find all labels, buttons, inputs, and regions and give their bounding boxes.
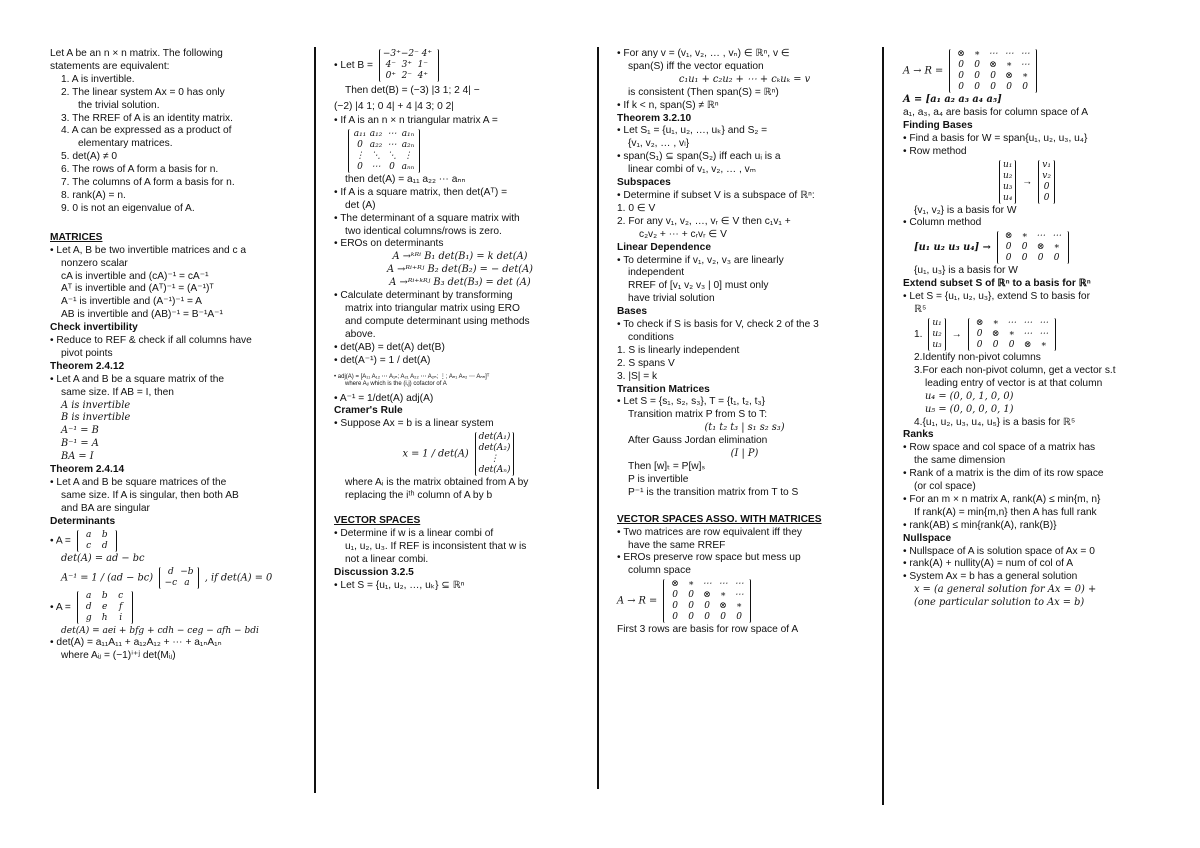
text-line: not a linear combi. <box>345 553 429 565</box>
text-line: • If A is an n × n triangular matrix A = <box>334 115 498 126</box>
text-line: • The determinant of a square matrix with <box>334 212 520 224</box>
text-line: • Suppose Ax = b is a linear system <box>334 418 494 430</box>
text-line: • If A is a square matrix, then det(Aᵀ) = <box>334 186 508 198</box>
text-line: • To check if S is basis for V, check 2 of the 3 <box>617 319 819 331</box>
text-line: P⁻¹ is the transition matrix from T to S <box>628 486 799 498</box>
text-line: P is invertible <box>628 473 689 485</box>
math-line: u₄ = (0, 0, 1, 0, 0) <box>925 390 1014 402</box>
math-line: A →ᴿⁱ⁺ᴿʲ B₂ det(B₂) = − det(A) <box>386 264 534 276</box>
text-line: linear combi of v₁, v₂, … , vₘ <box>628 164 757 176</box>
rref-matrix: ⊗ ∗ ⋯ ⋯ ⋯ 0 0 ⊗ ∗ ⋯ 0 0 0 ⊗ ∗ 0 0 0 0 0 <box>949 49 1037 93</box>
math-line: AB is invertible and (AB)⁻¹ = B⁻¹A⁻¹ <box>61 309 223 321</box>
math-line: BA = I <box>61 451 94 463</box>
list-item: 1. A is invertible. <box>61 73 135 85</box>
subheading: Theorem 3.2.10 <box>617 112 692 124</box>
column-2 <box>334 48 586 592</box>
column-method-diagram <box>903 230 1151 265</box>
text-line: Transition matrix P from S to T: <box>628 409 768 421</box>
text-line: • rank(AB) ≤ min{rank(A), rank(B)} <box>903 519 1057 531</box>
column-4 <box>903 48 1151 610</box>
column-divider <box>597 47 599 789</box>
math-line: (one particular solution to Ax = b) <box>914 597 1085 609</box>
math-line: (t₁ t₂ t₃ | s₁ s₂ s₃) <box>704 422 785 434</box>
subheading: Check invertibility <box>50 322 138 334</box>
math-line: Aᵀ is invertible and (Aᵀ)⁻¹ = (A⁻¹)ᵀ <box>61 283 214 295</box>
text-line: a₁, a₃, a₄ are basis for column space of A <box>903 106 1089 118</box>
section-heading: VECTOR SPACES ASSO. WITH MATRICES <box>617 513 822 525</box>
math-line: where Aᵢⱼ = (−1)ⁱ⁺ʲ det(Mᵢⱼ) <box>61 650 176 662</box>
fraction: 1 / det(A) <box>422 448 469 460</box>
column-divider <box>882 47 884 805</box>
list-item: 7. The columns of A form a basis for n. <box>61 177 235 189</box>
math-line: cA is invertible and (cA)⁻¹ = cA⁻¹ <box>61 270 209 282</box>
matrix-3x3-line <box>50 590 306 625</box>
rref-matrix: ⊗ ∗ ⋯ ⋯ ⋯ 0 ⊗ ∗ ⋯ ⋯ 0 0 0 ⊗ ∗ <box>968 318 1056 351</box>
section-heading: VECTOR SPACES <box>334 515 421 527</box>
vector-column: u₁ u₂ u₃ u₄ <box>999 160 1016 204</box>
text-line: • Column method <box>903 217 982 229</box>
list-item: 2. The linear system Ax = 0 has only <box>61 86 225 98</box>
row-method-diagram <box>903 159 1151 205</box>
list-item: 9. 0 is not an eigenvalue of A. <box>61 202 195 214</box>
rref-matrix: ⊗ ∗ ⋯ ⋯ ⋯ 0 0 ⊗ ∗ ⋯ 0 0 0 ⊗ ∗ 0 0 0 0 0 <box>663 579 751 623</box>
subheading: Finding Bases <box>903 119 973 131</box>
adjugate-line: • adj(A) = [A₁₁ A₁₂ ⋯ A₁ₙ; A₂₁ A₂₂ ⋯ A₂ₙ; ⋮; Aₙ₁ Aₙ₂ ⋯ Aₙₙ]ᵀ <box>334 373 490 380</box>
step-number: 1. <box>914 329 923 341</box>
text-line: {u₁, u₃} is a basis for W <box>914 265 1018 277</box>
text-line: Then [w]ₜ = P[w]ₛ <box>628 461 706 472</box>
text-line: same size. If A is singular, then both AB <box>61 489 239 501</box>
text-line: • Let A and B be a square matrix of the <box>50 373 225 385</box>
text-line: and compute determinant using methods <box>345 315 530 327</box>
fraction: 1 / (ad − bc) <box>91 572 154 584</box>
text-line: • System Ax = b has a general solution <box>903 571 1078 583</box>
text-line: • span(S₁) ⊆ span(S₂) iff each uᵢ is a <box>617 151 781 163</box>
cramer-formula <box>334 431 586 477</box>
text-line: nonzero scalar <box>61 257 128 269</box>
subheading: Transition Matrices <box>617 383 710 395</box>
math-line: • Let S = {u₁, u₂, …, uₖ} ⊆ ℝⁿ <box>334 579 465 591</box>
text-line: ℝ⁵ <box>914 304 927 316</box>
list-item: 2. For any v₁, v₂, …, vᵣ ∈ V then c₁v₁ + <box>617 215 791 227</box>
text-line: (or col space) <box>914 481 976 493</box>
arrow-icon: → <box>1022 176 1033 188</box>
subheading: Discussion 3.2.5 <box>334 566 414 578</box>
list-item: the trivial solution. <box>78 99 160 111</box>
vector-column: u₁ u₂ u₃ <box>928 318 945 351</box>
determinant-vector: det(A₁) det(A₂) ⋮ det(Aₙ) <box>475 432 515 476</box>
math-line: det(A) = ad − bc <box>61 552 145 564</box>
math-text: , if det(A) = 0 <box>204 572 273 584</box>
vector-column: v₁ v₂ 0 0 <box>1038 160 1055 204</box>
inverse-2x2-line <box>50 566 306 590</box>
text-line: Let A be an n × n matrix. The following <box>50 48 223 59</box>
arrow-icon: → <box>951 329 962 341</box>
subheading: Theorem 2.4.14 <box>50 464 125 476</box>
subheading: Ranks <box>903 429 934 441</box>
matrix-2x2-line <box>50 529 306 553</box>
math-line: B is invertible <box>61 412 131 424</box>
text-line: is consistent (Then span(S) = ℝⁿ) <box>628 86 779 98</box>
text-line: conditions <box>628 331 674 343</box>
text-line: matrix into triangular matrix using ERO <box>345 302 520 314</box>
text-line: det (A) <box>345 199 376 211</box>
list-item: 2. S spans V <box>617 357 675 369</box>
list-item: 3. The RREF of A is an identity matrix. <box>61 112 233 124</box>
math-line: B⁻¹ = A <box>61 438 99 450</box>
column-divider <box>314 47 316 793</box>
triangular-matrix-line <box>334 128 586 174</box>
column-3 <box>617 48 872 637</box>
text-line: • For an m × n matrix A, rank(A) ≤ min{m, n} <box>903 493 1101 505</box>
math-line: • det(A⁻¹) = 1 / det(A) <box>334 354 431 366</box>
text-line: u₁, u₂, u₃. If REF is inconsistent that w is <box>345 540 527 552</box>
math-line: Then det(B) = (−3) |3 1; 2 4| − <box>345 85 480 96</box>
list-item: 8. rank(A) = n. <box>61 189 126 201</box>
subheading: Determinants <box>50 515 116 527</box>
math-line: A⁻¹ is invertible and (A⁻¹)⁻¹ = A <box>61 296 202 308</box>
extend-diagram <box>903 317 1151 352</box>
subheading: Extend subset S of ℝⁿ to a basis for ℝⁿ <box>903 278 1091 290</box>
matrix-2x2: d −b −c a <box>159 567 199 589</box>
text-line: • Two matrices are row equivalent iff they <box>617 526 802 538</box>
adjugate-note: where Aᵢⱼ which is the (i,j) cofactor of A <box>345 380 447 387</box>
math-text: A → R = <box>903 65 944 77</box>
text-line: • Let A, B be two invertible matrices and c a <box>50 244 247 256</box>
rref-line <box>903 48 1151 94</box>
text-line: After Gauss Jordan elimination <box>628 435 768 447</box>
math-text: x = <box>402 448 420 460</box>
text-line: • Let S₁ = {u₁, u₂, …, uₖ} and S₂ = <box>617 125 768 137</box>
math-line: (I | P) <box>730 448 759 460</box>
subheading: Subspaces <box>617 177 671 189</box>
math-line: c₁u₁ + c₂u₂ + ⋯ + cₖuₖ = v <box>678 73 811 85</box>
text-line: independent <box>628 267 685 279</box>
list-item: 3. |S| = k <box>617 370 658 382</box>
math-line: • det(A) = a₁₁A₁₁ + a₁₂A₁₂ + ⋯ + a₁ₙA₁ₙ <box>50 637 222 649</box>
math-line: x = (a general solution for Ax = 0) + <box>914 584 1097 596</box>
text-line: • To determine if v₁, v₂, v₃ are linearly <box>617 254 784 266</box>
list-item: 4. A can be expressed as a product of <box>61 125 232 137</box>
text-line: • Find a basis for W = span{u₁, u₂, u₃, u₄} <box>903 132 1088 144</box>
math-line: then det(A) = a₁₁ a₂₂ ⋯ aₙₙ <box>345 173 466 185</box>
column-1 <box>50 48 306 663</box>
text-line: • Nullspace of A is solution space of Ax = 0 <box>903 545 1095 557</box>
text-line: • Rank of a matrix is the dim of its row space <box>903 468 1104 480</box>
matrix-B: −3⁺−2⁻ 4⁺ 4⁻ 3⁺ 1⁻ 0⁺ 2⁻ 4⁺ <box>379 49 439 82</box>
math-line: u₅ = (0, 0, 0, 0, 1) <box>925 403 1014 415</box>
text-line: • Calculate determinant by transforming <box>334 290 513 302</box>
text-line: If rank(A) = min{m,n} then A has full rank <box>914 506 1097 518</box>
text-line: • EROs preserve row space but mess up <box>617 552 801 564</box>
list-item: elementary matrices. <box>78 138 173 150</box>
text-line: • Determine if subset V is a subspace of ℝⁿ: <box>617 189 815 201</box>
math-line: A →ᴿⁱ⁺ᵏᴿʲ B₃ det(B₃) = det (A) <box>389 277 531 289</box>
math-text: A → R = <box>617 595 658 607</box>
text-line: same size. If AB = I, then <box>61 386 174 398</box>
matrix-label: • A = <box>50 535 71 547</box>
text-line: leading entry of vector is at that column <box>925 377 1103 389</box>
list-item: 6. The rows of A form a basis for n. <box>61 164 219 176</box>
triangular-matrix: a₁₁ a₁₂ ⋯ a₁ₙ 0 a₂₂ ⋯ a₂ₙ ⋮ ⋱ ⋱ ⋮ 0 ⋯ 0 aₙₙ <box>348 129 420 173</box>
list-item: 4.{u₁, u₂, u₃, u₄, u₅} is a basis for ℝ⁵ <box>914 416 1076 428</box>
text-line: • EROs on determinants <box>334 238 444 250</box>
matrix-B-line <box>334 48 586 83</box>
text-line: pivot points <box>61 347 113 359</box>
rref-matrix: ⊗ ∗ ⋯ ⋯ 0 0 ⊗ ∗ 0 0 0 0 <box>997 231 1069 264</box>
math-line: • A⁻¹ = 1/det(A) adj(A) <box>334 392 434 404</box>
math-line: det(A) = aei + bfg + cdh − ceg − afh − bdi <box>61 625 259 636</box>
text-line: • Let A and B be square matrices of the <box>50 477 227 488</box>
math-line: A⁻¹ = B <box>61 425 99 437</box>
math-line: A →ᵏᴿⁱ B₁ det(B₁) = k det(A) <box>392 251 528 263</box>
matrix-label: • A = <box>50 601 71 613</box>
text-line: • If k < n, span(S) ≠ ℝⁿ <box>617 99 719 111</box>
text-line: two identical columns/rows is zero. <box>345 225 502 237</box>
text-line: have trivial solution <box>628 293 715 305</box>
list-item: 3.For each non-pivot column, get a vector s.t <box>914 364 1116 376</box>
list-item: c₂v₂ + ⋯ + cᵣvᵣ ∈ V <box>639 228 727 240</box>
section-heading: MATRICES <box>50 231 103 243</box>
list-item: 1. S is linearly independent <box>617 344 740 356</box>
subheading: Theorem 2.4.12 <box>50 360 125 372</box>
subheading: Linear Dependence <box>617 241 711 253</box>
text-line: • For any v = (v₁, v₂, … , vₙ) ∈ ℝⁿ, v ∈ <box>617 48 790 59</box>
text-line: and BA are singular <box>61 502 150 514</box>
text-line: • Row space and col space of a matrix has <box>903 442 1096 454</box>
subheading: Cramer's Rule <box>334 405 403 417</box>
text-line: have the same RREF <box>628 539 726 551</box>
text-line: statements are equivalent: <box>50 60 170 72</box>
matrix-label: • Let B = <box>334 60 373 72</box>
math-line: A = [a₁ a₂ a₃ a₄ a₅] <box>903 94 1002 105</box>
text-line: • Let S = {s₁, s₂, s₃}, T = {t₁, t₂, t₃} <box>617 396 766 408</box>
list-item: 2.Identify non-pivot columns <box>914 351 1041 363</box>
math-line: (−2) |4 1; 0 4| + 4 |4 3; 0 2| <box>334 101 454 112</box>
list-item: 5. det(A) ≠ 0 <box>61 151 117 163</box>
text-line: • rank(A) + nullity(A) = num of col of A <box>903 558 1074 570</box>
list-item: 1. 0 ∈ V <box>617 202 656 214</box>
text-line: the same dimension <box>914 455 1006 467</box>
text-line: {v₁, v₂, … , vₗ} <box>628 138 690 150</box>
text-line: column space <box>628 565 691 577</box>
text-line: replacing the iᵗʰ column of A by b <box>345 490 493 502</box>
text-line: above. <box>345 328 376 340</box>
math-text: A⁻¹ = <box>61 572 89 584</box>
rref-line <box>617 578 872 624</box>
text-line: First 3 rows are basis for row space of A <box>617 624 799 636</box>
math-line: A is invertible <box>61 399 131 411</box>
text-line: span(S) iff the vector equation <box>628 60 764 72</box>
text-line: {v₁, v₂} is a basis for W <box>914 204 1017 216</box>
math-line: • det(AB) = det(A) det(B) <box>334 341 445 353</box>
text-line: RREF of [v₁ v₂ v₃ | 0] must only <box>628 280 769 292</box>
text-line: • Let S = {u₁, u₂, u₃}, extend S to basis for <box>903 291 1090 303</box>
subheading: Bases <box>617 306 648 318</box>
subheading: Nullspace <box>903 532 952 544</box>
text-line: • Row method <box>903 145 967 157</box>
text-line: • Reduce to REF & check if all columns have <box>50 335 252 347</box>
text-line: • Determine if w is a linear combi of <box>334 527 494 539</box>
matrix-3x3: a b c d e f g h i <box>77 591 133 624</box>
math-text: [u₁ u₂ u₃ u₄] → <box>914 242 991 254</box>
matrix-2x2: a b c d <box>77 530 117 552</box>
text-line: where Aᵢ is the matrix obtained from A by <box>345 477 529 489</box>
